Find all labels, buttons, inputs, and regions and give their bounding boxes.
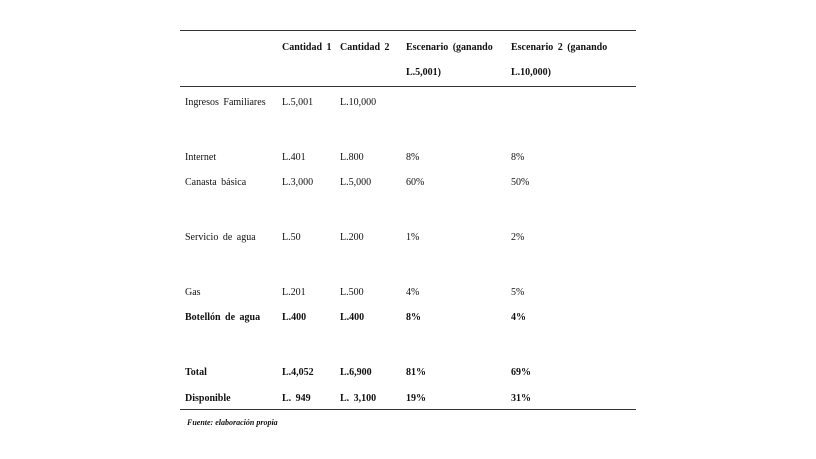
row-servicio-agua-e2: 2% [511,232,525,243]
header-escenario-2-line1: Escenario 2 (ganando [511,42,608,53]
header-cantidad-2: Cantidad 2 [340,42,390,53]
row-canasta-e1: 60% [406,177,425,188]
row-botellon-e2: 4% [511,312,526,323]
row-botellon-e1: 8% [406,312,421,323]
row-canasta-e2: 50% [511,177,530,188]
row-botellon-label: Botellón de agua [185,312,261,323]
row-canasta-c1: L.3,000 [282,177,314,188]
header-divider [180,86,636,87]
row-gas-label: Gas [185,287,201,298]
row-servicio-agua-c1: L.50 [282,232,301,243]
row-internet-c1: L.401 [282,152,306,163]
row-servicio-agua-e1: 1% [406,232,420,243]
row-disponible-e1: 19% [406,393,426,404]
header-escenario-1-line1: Escenario (ganando [406,42,493,53]
row-total-e2: 69% [511,367,531,378]
row-canasta-label: Canasta básica [185,177,247,188]
row-total-e1: 81% [406,367,426,378]
row-canasta-c2: L.5,000 [340,177,372,188]
row-botellon-c1: L.400 [282,312,307,323]
row-disponible-c2: L. 3,100 [340,393,377,404]
header-cantidad-1: Cantidad 1 [282,42,332,53]
row-total-label: Total [185,367,207,378]
row-ingresos-c2: L.10,000 [340,97,377,108]
row-disponible-label: Disponible [185,393,231,404]
row-servicio-agua-label: Servicio de agua [185,232,256,243]
row-gas-e1: 4% [406,287,420,298]
row-internet-e2: 8% [511,152,525,163]
row-ingresos-label: Ingresos Familiares [185,97,266,108]
source-note: Fuente: elaboración propia [187,418,278,427]
header-escenario-1-line2: L.5,001) [406,67,441,78]
row-gas-c2: L.500 [340,287,364,298]
row-internet-e1: 8% [406,152,420,163]
header-escenario-2-line2: L.10,000) [511,67,551,78]
row-gas-c1: L.201 [282,287,306,298]
row-disponible-c1: L. 949 [282,393,311,404]
row-total-c2: L.6,900 [340,367,372,378]
row-gas-e2: 5% [511,287,525,298]
row-ingresos-c1: L.5,001 [282,97,314,108]
row-internet-label: Internet [185,152,217,163]
expenses-table [180,30,636,410]
row-servicio-agua-c2: L.200 [340,232,364,243]
row-disponible-e2: 31% [511,393,531,404]
row-total-c1: L.4,052 [282,367,314,378]
row-botellon-c2: L.400 [340,312,365,323]
row-internet-c2: L.800 [340,152,364,163]
